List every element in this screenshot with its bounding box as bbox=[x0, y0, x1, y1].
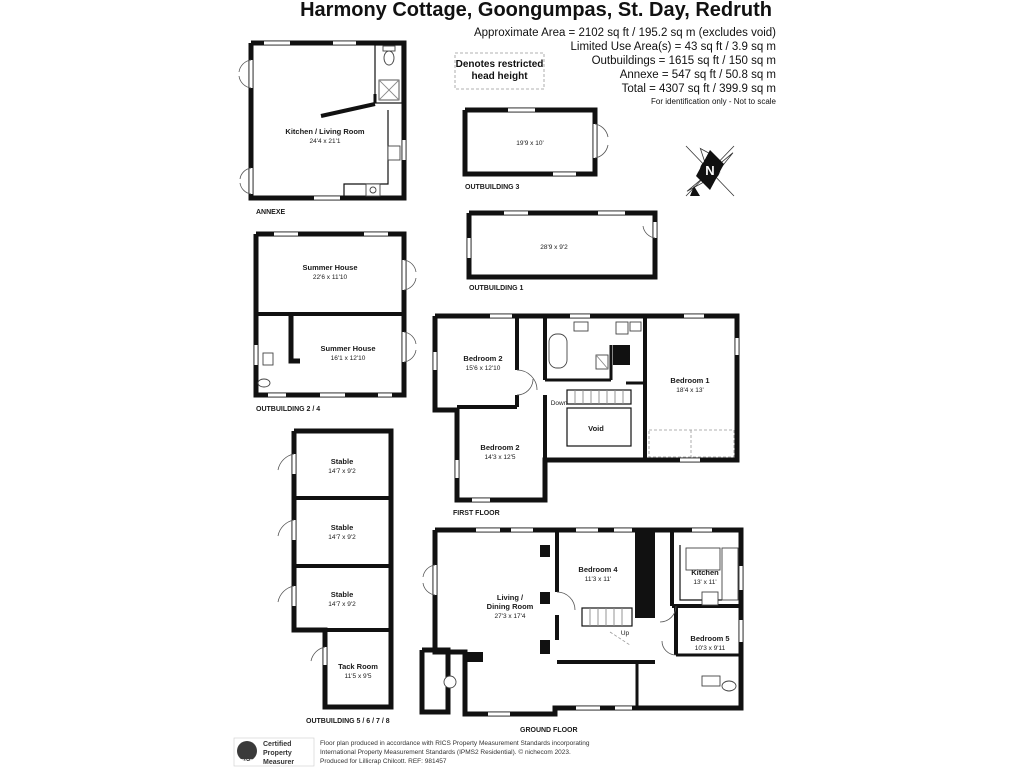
area-outbuildings: Outbuildings = 1615 sq ft / 150 sq m bbox=[591, 55, 776, 67]
scale-note: For identification only - Not to scale bbox=[651, 97, 776, 106]
property-title: Harmony Cottage, Goongumpas, St. Day, Redruth bbox=[300, 0, 772, 21]
area-total-approx: Approximate Area = 2102 sq ft / 195.2 sq m (excludes void) bbox=[473, 27, 776, 39]
outbuilding-2-4-plan bbox=[256, 234, 416, 413]
compass-north-letter: N bbox=[705, 163, 715, 178]
gf-bedroom-5-name: Bedroom 5 bbox=[690, 634, 730, 643]
badge-line1: Certified bbox=[263, 741, 292, 748]
restricted-legend-line2: head height bbox=[471, 71, 528, 82]
annexe-room-name: Kitchen / Living Room bbox=[285, 127, 365, 136]
compass-icon bbox=[686, 145, 737, 196]
ff-bedroom-1-name: Bedroom 1 bbox=[670, 376, 710, 385]
annexe-room-dim: 24'4 x 21'1 bbox=[309, 138, 341, 145]
ff-down-label: Down bbox=[550, 400, 568, 407]
outbuilding-1-caption: OUTBUILDING 1 bbox=[469, 285, 524, 292]
outbuilding-3-plan bbox=[465, 110, 608, 191]
tack-room-dim: 11'5 x 9'5 bbox=[344, 673, 372, 680]
ff-bedroom-1-dim: 18'4 x 13' bbox=[676, 387, 704, 394]
annexe-plan bbox=[239, 43, 404, 216]
gf-living-name-1: Living / bbox=[496, 593, 524, 602]
outbuilding-2-4-caption: OUTBUILDING 2 / 4 bbox=[256, 406, 321, 413]
restricted-legend-line1: Denotes restricted bbox=[455, 59, 544, 70]
gf-kitchen-name: Kitchen bbox=[691, 568, 719, 577]
outbuilding-3-caption: OUTBUILDING 3 bbox=[465, 184, 520, 191]
area-limited-use: Limited Use Area(s) = 43 sq ft / 3.9 sq m bbox=[570, 41, 776, 53]
rics-logo-icon bbox=[237, 741, 257, 761]
footer-text-line1: Floor plan produced in accordance with RICS Property Measurement Standards incorporating bbox=[320, 740, 590, 747]
first-floor-caption: FIRST FLOOR bbox=[453, 510, 500, 517]
stable-3-dim: 14'7 x 9'2 bbox=[328, 601, 356, 608]
stable-1-dim: 14'7 x 9'2 bbox=[328, 468, 356, 475]
first-floor-plan bbox=[435, 316, 737, 517]
gf-bedroom-5-dim: 10'3 x 9'11 bbox=[694, 645, 726, 652]
outbuilding-5-8-plan bbox=[278, 431, 391, 725]
outbuilding-5-8-caption: OUTBUILDING 5 / 6 / 7 / 8 bbox=[306, 718, 390, 725]
summer-house-2-name: Summer House bbox=[320, 344, 376, 353]
badge-line3: Measurer bbox=[263, 759, 295, 766]
ground-floor-caption: GROUND FLOOR bbox=[520, 727, 578, 734]
restricted-height-legend bbox=[455, 53, 544, 89]
stable-2-name: Stable bbox=[330, 523, 354, 532]
ff-bedroom-2b-name: Bedroom 2 bbox=[480, 443, 520, 452]
annexe-caption: ANNEXE bbox=[256, 209, 286, 216]
summer-house-2-dim: 16'1 x 12'10 bbox=[330, 355, 366, 362]
ff-bedroom-2a-dim: 15'6 x 12'10 bbox=[465, 365, 501, 372]
summer-house-1-dim: 22'6 x 11'10 bbox=[312, 274, 348, 281]
rics-logo-text: RICS bbox=[241, 759, 253, 765]
ground-floor-plan bbox=[422, 530, 741, 734]
footer-text-line2: International Property Measurement Standards (IPMS2 Residential). © nichecom 2023. bbox=[320, 749, 571, 756]
gf-living-dim: 27'3 x 17'4 bbox=[494, 613, 526, 620]
stable-2-dim: 14'7 x 9'2 bbox=[328, 534, 356, 541]
gf-living-name-2: Dining Room bbox=[486, 602, 534, 611]
ff-bedroom-2b-dim: 14'3 x 12'5 bbox=[484, 454, 516, 461]
badge-line2: Property bbox=[263, 750, 292, 757]
ff-bedroom-2a-name: Bedroom 2 bbox=[463, 354, 503, 363]
stable-1-name: Stable bbox=[330, 457, 354, 466]
area-total: Total = 4307 sq ft / 399.9 sq m bbox=[621, 83, 776, 95]
tack-room-name: Tack Room bbox=[338, 662, 378, 671]
gf-up-label: Up bbox=[620, 630, 630, 637]
summer-house-1-name: Summer House bbox=[302, 263, 358, 272]
outbuilding-3-dim: 19'9 x 10' bbox=[516, 140, 544, 147]
ff-void-label: Void bbox=[588, 424, 604, 433]
stable-3-name: Stable bbox=[330, 590, 354, 599]
outbuilding-1-plan bbox=[469, 213, 655, 292]
rics-badge bbox=[234, 738, 314, 766]
gf-bedroom-4-dim: 11'3 x 11' bbox=[584, 576, 612, 583]
area-annexe: Annexe = 547 sq ft / 50.8 sq m bbox=[619, 69, 776, 81]
outbuilding-1-dim: 28'9 x 9'2 bbox=[540, 244, 568, 251]
gf-bedroom-4-name: Bedroom 4 bbox=[578, 565, 618, 574]
gf-kitchen-dim: 13' x 11' bbox=[693, 579, 717, 586]
footer-text-line3: Produced for Lillicrap Chilcott. REF: 981457 bbox=[320, 758, 447, 765]
